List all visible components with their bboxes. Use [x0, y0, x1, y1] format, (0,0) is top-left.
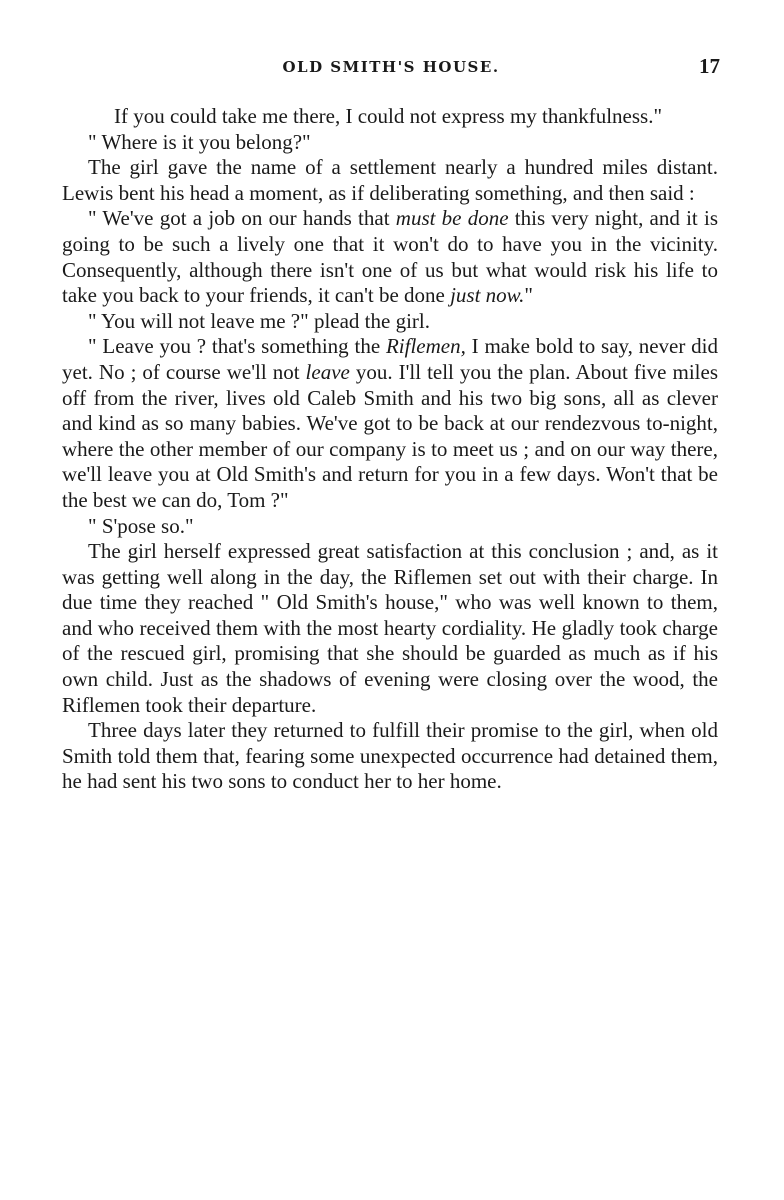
italic-text: Riflemen, — [385, 334, 466, 359]
italic-text: must be done — [395, 206, 509, 231]
text-run: " — [524, 283, 533, 308]
italic-text: just now. — [450, 283, 525, 308]
body-text — [62, 104, 718, 795]
running-title: OLD SMITH'S HOUSE. — [282, 58, 500, 76]
text-run: this very night, and it is going to be such a lively one that it won't do to have you in the vicinity. Consequently, although there isn't one of us but what would risk his life to take you back to your friends, it can't be done — [62, 206, 718, 308]
text-run: I make bold to say, never did yet. No ; of course we'll not — [62, 334, 718, 384]
page-number: 17 — [699, 54, 720, 78]
page-header — [62, 54, 720, 80]
paragraph: If you could take me there, I could not express my thankfulness." — [114, 104, 663, 128]
text-run: " Leave you ? that's something the — [88, 334, 386, 359]
paragraph: Three days later they returned to fulfill their promise to the girl, when old Smith told them that, fearing some unexpected occurrence had detained them, he had sent his two sons to conduct her to her home. — [62, 718, 718, 794]
paragraph — [62, 206, 718, 308]
text-run: you. I'll tell you the plan. About five miles off from the river, lives old Caleb Smith and his two big sons, all as clever and kind as so many babies. We've got to be back at our rendezvous to-night, where the other member of our company is to meet us ; and on our way there, we'll leave you at Old Smith's and return for you in a few days. Won't that be the best we can do, Tom ?" — [62, 359, 718, 512]
paragraph: The girl gave the name of a settlement nearly a hundred miles distant. Lewis bent his head a moment, as if deliberating something, and then said : — [62, 155, 718, 205]
paragraph — [62, 334, 718, 513]
paragraph: " Where is it you belong?" — [88, 129, 311, 154]
paragraph: " You will not leave me ?" plead the girl. — [88, 308, 430, 333]
paragraph: " S'pose so." — [88, 513, 194, 538]
text-run: " We've got a job on our hands that — [88, 206, 396, 231]
paragraph: The girl herself expressed great satisfaction at this conclusion ; and, as it was getting well along in the day, the Riflemen set out with their charge. In due time they reached " Old Smith's house," who was well known to them, and who received them with the most hearty cordiality. He gladly took charge of the rescued girl, promising that she should be guarded as much as if his own child. Just as the shadows of evening were closing over the wood, the Riflemen took their departure. — [62, 539, 718, 717]
italic-text: leave — [305, 359, 350, 384]
